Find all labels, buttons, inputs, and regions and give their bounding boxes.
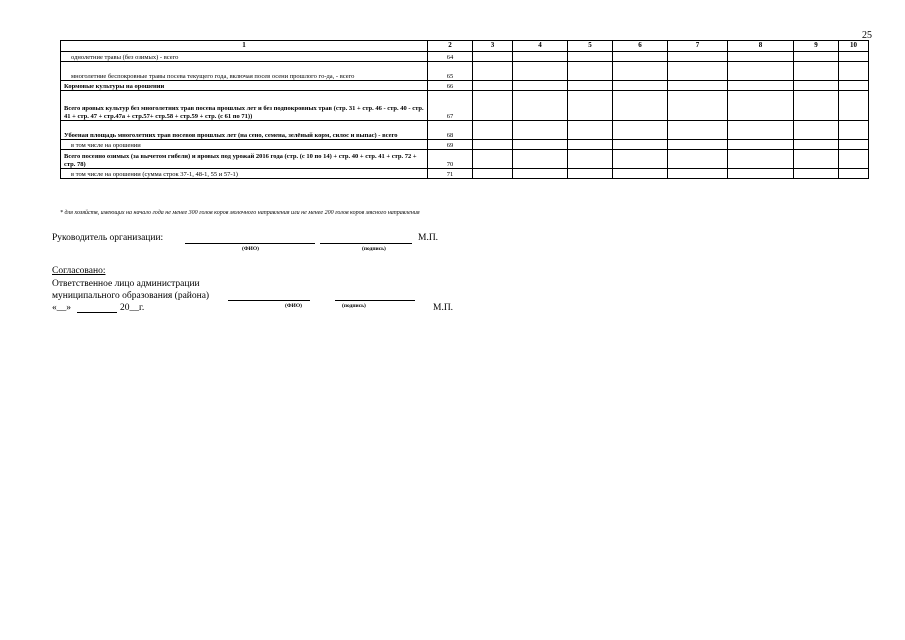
table-header-row — [61, 41, 869, 52]
table-row — [61, 62, 869, 81]
data-cell[interactable] — [613, 169, 668, 179]
data-cell[interactable] — [794, 150, 839, 169]
col-header: 4 — [513, 41, 568, 52]
sign-line[interactable] — [320, 243, 412, 244]
row-label: многолетние беспокровные травы посева текущего года, включая посев осени прошлого го-да, - всего — [61, 62, 428, 81]
data-cell[interactable] — [794, 121, 839, 140]
data-cell[interactable] — [473, 91, 513, 121]
data-cell[interactable] — [668, 169, 728, 179]
table-row — [61, 121, 869, 140]
stamp-label: М.П. — [418, 233, 439, 243]
data-cell[interactable] — [473, 81, 513, 91]
data-cell[interactable] — [794, 62, 839, 81]
data-cell[interactable] — [613, 81, 668, 91]
col-header: 8 — [728, 41, 794, 52]
fio-line-2[interactable] — [228, 300, 310, 301]
data-cell[interactable] — [668, 52, 728, 62]
data-cell[interactable] — [568, 121, 613, 140]
table-row — [61, 150, 869, 169]
data-cell[interactable] — [473, 121, 513, 140]
data-cell[interactable] — [794, 91, 839, 121]
data-cell[interactable] — [839, 169, 869, 179]
fio-line[interactable] — [185, 243, 315, 244]
row-code: 67 — [428, 91, 473, 121]
data-cell[interactable] — [613, 150, 668, 169]
data-cell[interactable] — [473, 140, 513, 150]
data-cell[interactable] — [839, 121, 869, 140]
table-row — [61, 169, 869, 179]
data-cell[interactable] — [728, 121, 794, 140]
fio-caption: (ФИО) — [242, 246, 259, 252]
data-cell[interactable] — [473, 150, 513, 169]
data-cell[interactable] — [513, 81, 568, 91]
data-cell[interactable] — [568, 81, 613, 91]
responsible-line2: муниципального образования (района) — [52, 291, 210, 301]
row-code: 69 — [428, 140, 473, 150]
col-header: 9 — [794, 41, 839, 52]
data-cell[interactable] — [794, 169, 839, 179]
row-label: Убоеная площадь многолетних трав посевов прошлых лет (на сено, семена, зелёный корм, силос и выпас) - всего — [61, 121, 428, 140]
data-cell[interactable] — [513, 62, 568, 81]
data-cell[interactable] — [568, 62, 613, 81]
row-label: Всего посеяно озимых (за вычетом гибели) и яровых под урожай 2016 года (стр. (с 10 по 14) + стр. 40 + стр. 41 + стр. 72 + стр. 78) — [61, 150, 428, 169]
footnote: * для хозяйств, имеющих на начало года не менее 300 голов коров молочного направления или не менее 200 голов коров мясного направления — [60, 210, 420, 216]
data-cell[interactable] — [513, 140, 568, 150]
data-cell[interactable] — [568, 150, 613, 169]
data-cell[interactable] — [613, 62, 668, 81]
sign-caption-2: (подпись) — [342, 303, 366, 309]
table-row — [61, 140, 869, 150]
data-cell[interactable] — [568, 169, 613, 179]
row-label: Всего яровых культур без многолетних трав посева прошлых лет и без подпокровных трав (стр. 31 + стр. 46 - стр. 40 - стр. 41 + стр. 47 + стр.47а + стр.57+ стр.58 + стр.59 + стр. (с 61 по 71)) — [61, 91, 428, 121]
data-cell[interactable] — [668, 62, 728, 81]
data-cell[interactable] — [668, 91, 728, 121]
data-cell[interactable] — [794, 52, 839, 62]
data-cell[interactable] — [839, 150, 869, 169]
data-cell[interactable] — [473, 52, 513, 62]
col-header: 3 — [473, 41, 513, 52]
data-cell[interactable] — [473, 62, 513, 81]
stamp-label-2: М.П. — [433, 303, 454, 313]
data-cell[interactable] — [728, 52, 794, 62]
data-cell[interactable] — [513, 52, 568, 62]
sign-caption: (подпись) — [362, 246, 386, 252]
data-cell[interactable] — [613, 121, 668, 140]
data-cell[interactable] — [668, 81, 728, 91]
row-code: 65 — [428, 62, 473, 81]
col-header: 1 — [61, 41, 428, 52]
fio-caption-2: (ФИО) — [285, 303, 302, 309]
col-header: 7 — [668, 41, 728, 52]
data-cell[interactable] — [728, 81, 794, 91]
row-label: однолетние травы (без озимых) - всего — [61, 52, 428, 62]
data-cell[interactable] — [839, 140, 869, 150]
data-cell[interactable] — [839, 81, 869, 91]
data-cell[interactable] — [839, 52, 869, 62]
head-label: Руководитель организации: — [52, 233, 164, 243]
data-cell[interactable] — [513, 121, 568, 140]
table-row — [61, 81, 869, 91]
sign-line-2[interactable] — [335, 300, 415, 301]
date-year: 20__г. — [120, 303, 145, 313]
date-day: «__» — [52, 303, 71, 313]
col-header: 10 — [839, 41, 869, 52]
page-number: 25 — [862, 30, 872, 41]
data-cell[interactable] — [513, 91, 568, 121]
data-cell[interactable] — [613, 91, 668, 121]
data-cell[interactable] — [728, 91, 794, 121]
responsible-line1: Ответственное лицо администрации — [52, 279, 200, 289]
row-label: в том числе на орошении (сумма строк 37-1, 48-1, 55 и 57-1) — [61, 169, 428, 179]
data-cell[interactable] — [568, 52, 613, 62]
col-header: 2 — [428, 41, 473, 52]
data-cell[interactable] — [839, 62, 869, 81]
date-month-line[interactable] — [77, 312, 117, 313]
row-label: в том числе на орошении — [61, 140, 428, 150]
row-code: 68 — [428, 121, 473, 140]
data-cell[interactable] — [613, 140, 668, 150]
data-cell[interactable] — [794, 140, 839, 150]
data-cell[interactable] — [513, 150, 568, 169]
col-header: 5 — [568, 41, 613, 52]
row-code: 64 — [428, 52, 473, 62]
data-cell[interactable] — [568, 91, 613, 121]
row-code: 70 — [428, 150, 473, 169]
data-cell[interactable] — [728, 62, 794, 81]
data-cell[interactable] — [613, 52, 668, 62]
agreed-label: Согласовано: — [52, 266, 106, 276]
row-label: Кормовые культуры на орошении — [61, 81, 428, 91]
data-cell[interactable] — [473, 169, 513, 179]
data-cell[interactable] — [728, 140, 794, 150]
data-cell[interactable] — [728, 150, 794, 169]
row-code: 71 — [428, 169, 473, 179]
data-table — [60, 40, 869, 179]
row-code: 66 — [428, 81, 473, 91]
data-cell[interactable] — [568, 140, 613, 150]
table-row — [61, 91, 869, 121]
table-row — [61, 52, 869, 62]
data-cell[interactable] — [668, 140, 728, 150]
data-cell[interactable] — [839, 91, 869, 121]
data-cell[interactable] — [794, 81, 839, 91]
col-header: 6 — [613, 41, 668, 52]
data-cell[interactable] — [513, 169, 568, 179]
data-cell[interactable] — [668, 121, 728, 140]
data-cell[interactable] — [728, 169, 794, 179]
data-cell[interactable] — [668, 150, 728, 169]
